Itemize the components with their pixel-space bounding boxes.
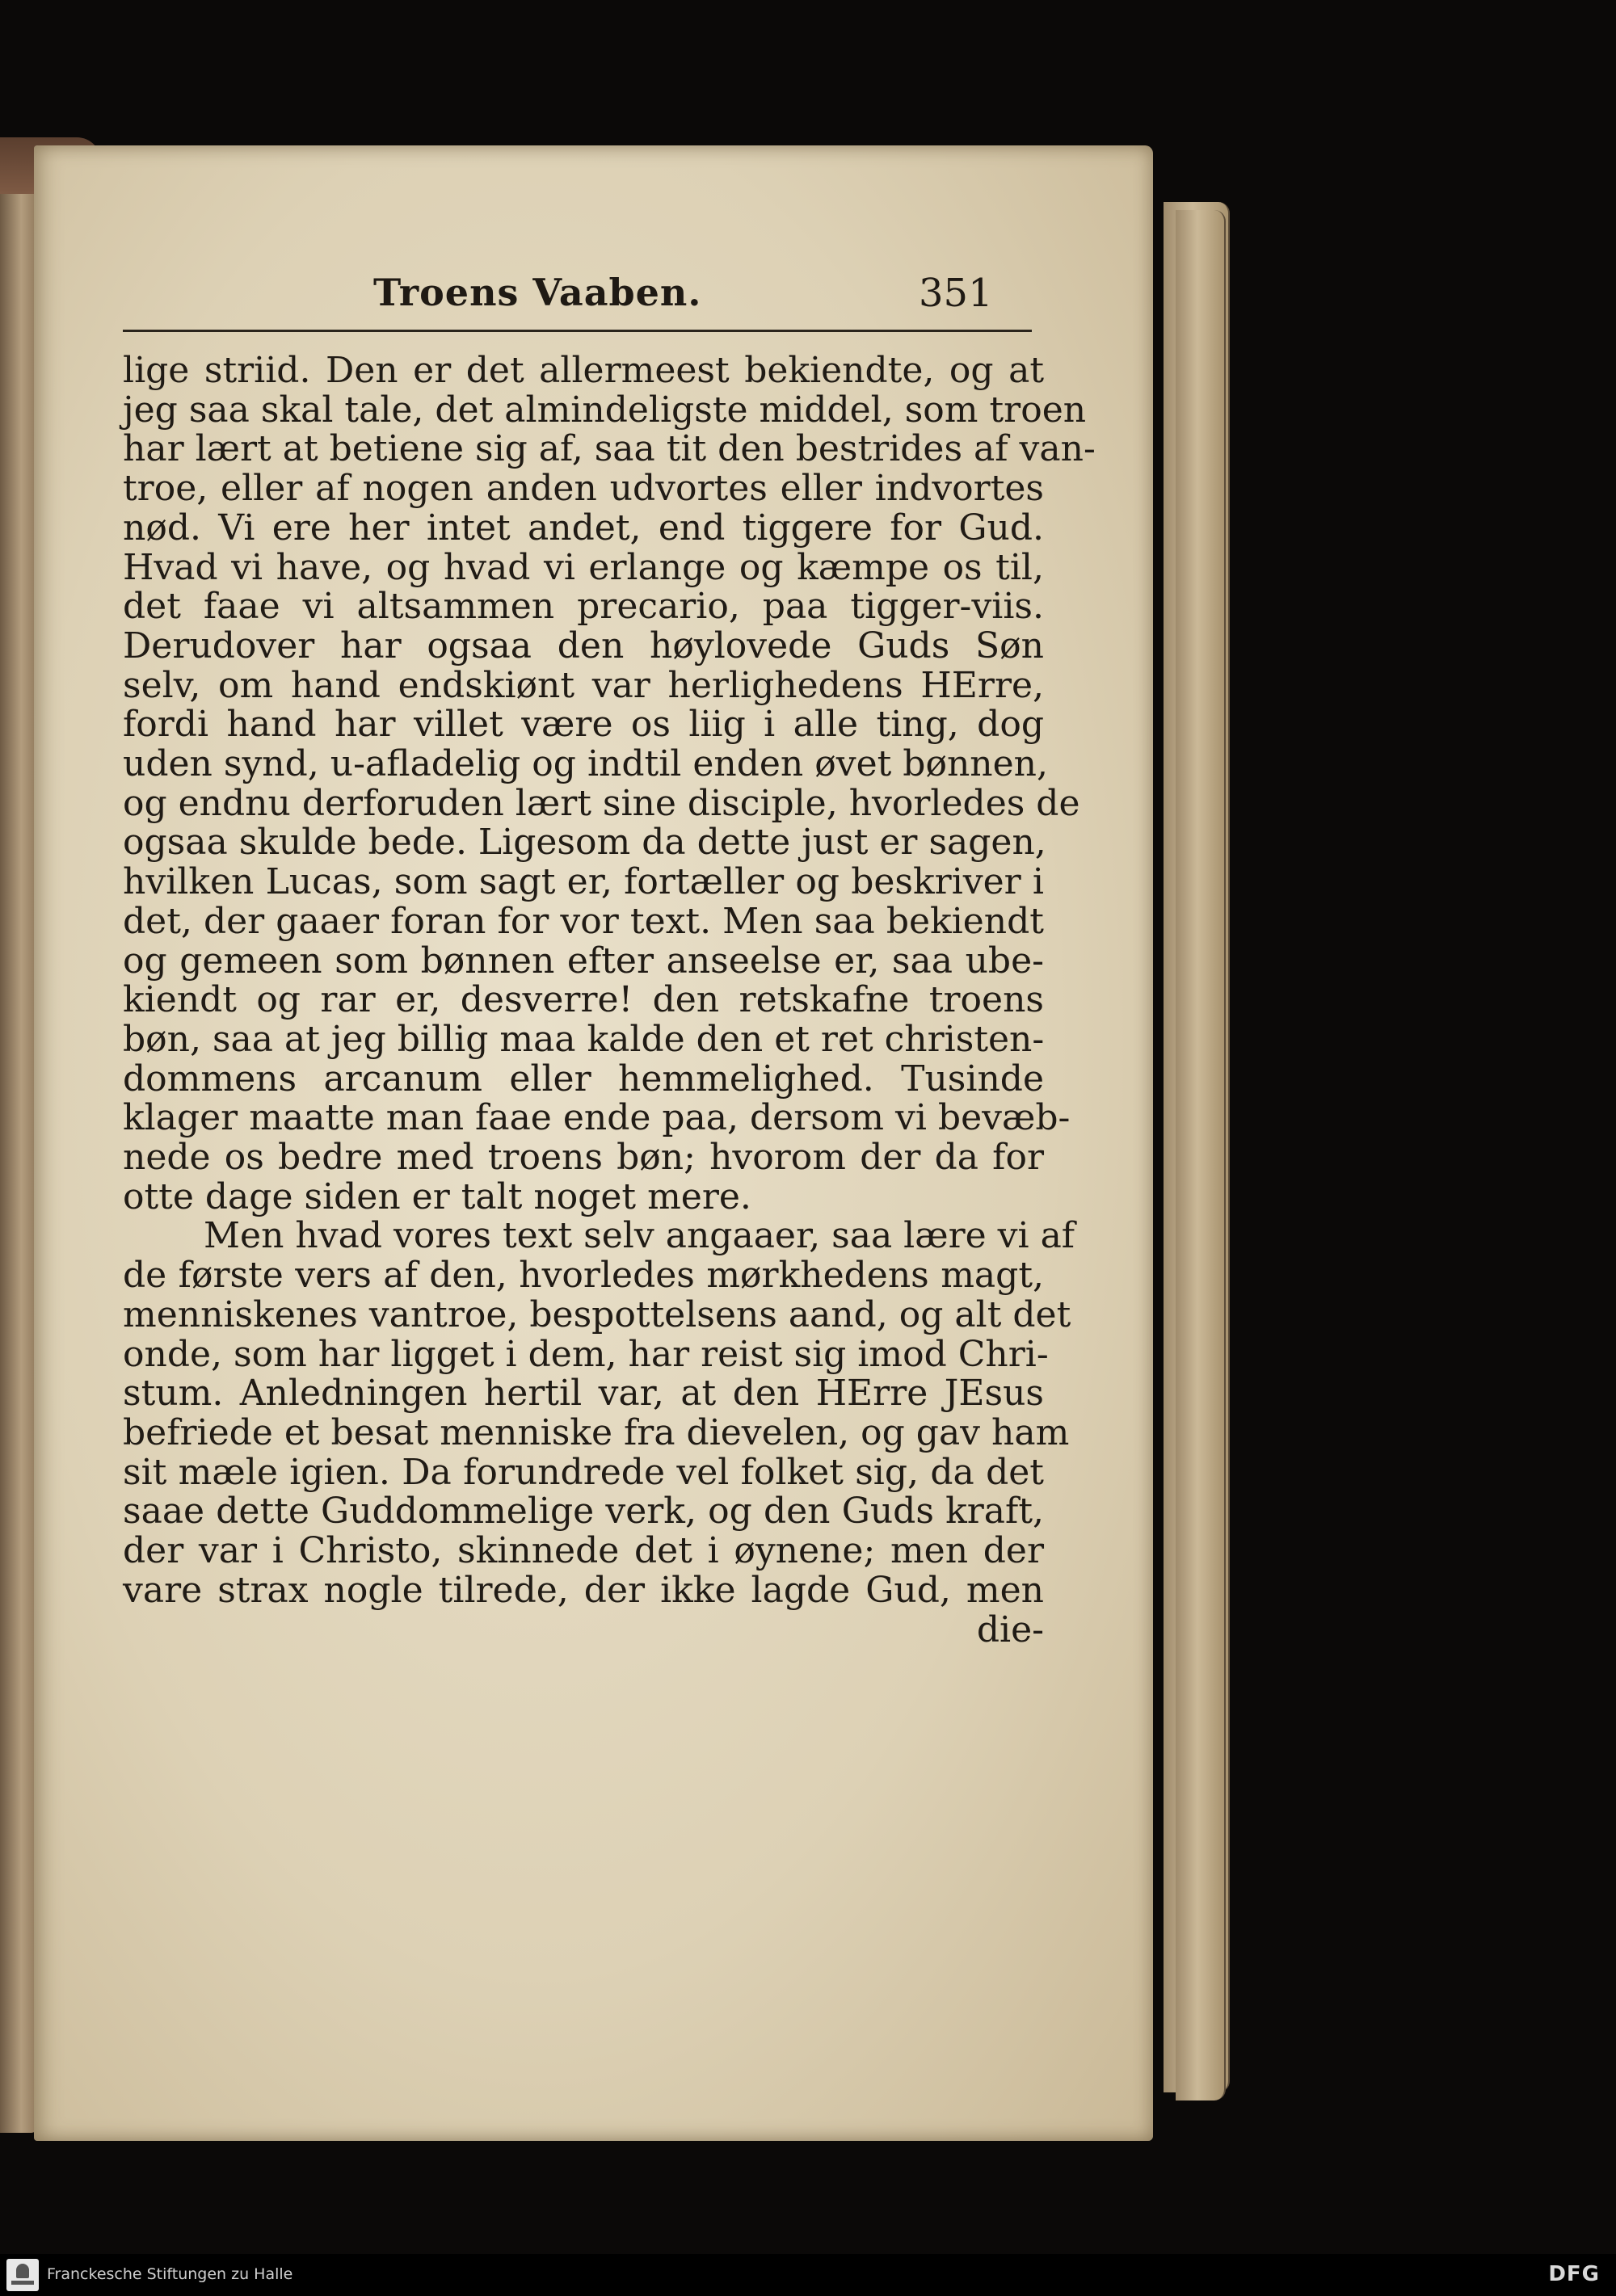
text-line: det, der gaaer foran for vor text. Men saa bekiendt	[123, 900, 1044, 942]
institution-logo-icon	[6, 2259, 39, 2291]
text-line: selv, om hand endskiønt var herlighedens HErre,	[123, 664, 1044, 706]
text-line: otte dage siden er talt noget mere.	[123, 1175, 751, 1217]
text-line: dommens arcanum eller hemmelighed. Tusinde	[123, 1058, 1044, 1100]
text-line: stum. Anledningen hertil var, at den HErre JEsus	[123, 1373, 1044, 1415]
body-text	[123, 350, 1096, 1651]
text-line: kiendt og rar er, desverre! den retskafne troens	[123, 979, 1044, 1021]
funder-logo: DFG	[1548, 2262, 1600, 2286]
paragraph-start-line: Men hvad vores text selv angaaer, saa lære vi af	[204, 1215, 1075, 1257]
text-line: fordi hand har villet være os liig i alle ting, dog	[123, 704, 1044, 746]
text-line: jeg saa skal tale, det almindeligste middel, som troen	[123, 389, 1087, 431]
text-line: befriede et besat menniske fra dievelen, og gav ham	[123, 1411, 1070, 1453]
text-line: menniskenes vantroe, bespottelsens aand, og alt det	[123, 1293, 1071, 1335]
text-line: lige striid. Den er det allermeest bekiendte, og at	[123, 350, 1044, 391]
text-line: bøn, saa at jeg billig maa kalde den et ret christen-	[123, 1018, 1045, 1060]
viewer-footer	[0, 2254, 1616, 2296]
institution-name: Franckesche Stiftungen zu Halle	[47, 2265, 293, 2283]
text-line: klager maatte man faae ende paa, dersom vi bevæb-	[123, 1097, 1071, 1139]
facing-page-edge	[0, 137, 39, 2133]
text-line: onde, som har ligget i dem, har reist sig imod Chri-	[123, 1333, 1049, 1375]
header-rule	[123, 330, 1032, 332]
text-line: og gemeen som bønnen efter anseelse er, saa ube-	[123, 940, 1044, 982]
text-line: Hvad vi have, og hvad vi erlange og kæmpe os til,	[123, 546, 1044, 588]
text-line: har lært at betiene sig af, saa tit den bestrides af van-	[123, 428, 1096, 470]
text-line: saae dette Guddommelige verk, og den Guds kraft,	[123, 1491, 1044, 1533]
text-line: Derudover har ogsaa den høylovede Guds Søn	[123, 624, 1044, 667]
text-line: nede os bedre med troens bøn; hvorom der da for	[123, 1137, 1044, 1179]
text-line: uden synd, u-afladelig og indtil enden øvet bønnen,	[123, 743, 1048, 785]
text-line: hvilken Lucas, som sagt er, fortæller og beskriver i	[123, 861, 1044, 903]
text-line: nød. Vi ere her intet andet, end tiggere for Gud.	[123, 507, 1044, 549]
book-page	[34, 145, 1153, 2141]
page-number: 351	[919, 271, 993, 316]
page-header	[123, 267, 1032, 343]
text-line: det faae vi altsammen precario, paa tigger-viis.	[123, 586, 1044, 628]
text-line: ogsaa skulde bede. Ligesom da dette just er sagen,	[123, 822, 1046, 864]
text-line: og endnu derforuden lært sine disciple, hvorledes de	[123, 782, 1080, 824]
text-line: der var i Christo, skinnede det i øynene; men der	[123, 1530, 1044, 1572]
text-line: sit mæle igien. Da forundrede vel folket sig, da det	[123, 1451, 1044, 1493]
catchword: die-	[976, 1608, 1044, 1651]
page-stack-edge	[1176, 210, 1226, 2100]
text-line: troe, eller af nogen anden udvortes eller indvortes	[123, 468, 1044, 510]
text-line: vare strax nogle tilrede, der ikke lagde Gud, men	[123, 1569, 1044, 1611]
running-title: Troens Vaaben.	[373, 271, 702, 314]
text-line: de første vers af den, hvorledes mørkhedens magt,	[123, 1255, 1044, 1297]
